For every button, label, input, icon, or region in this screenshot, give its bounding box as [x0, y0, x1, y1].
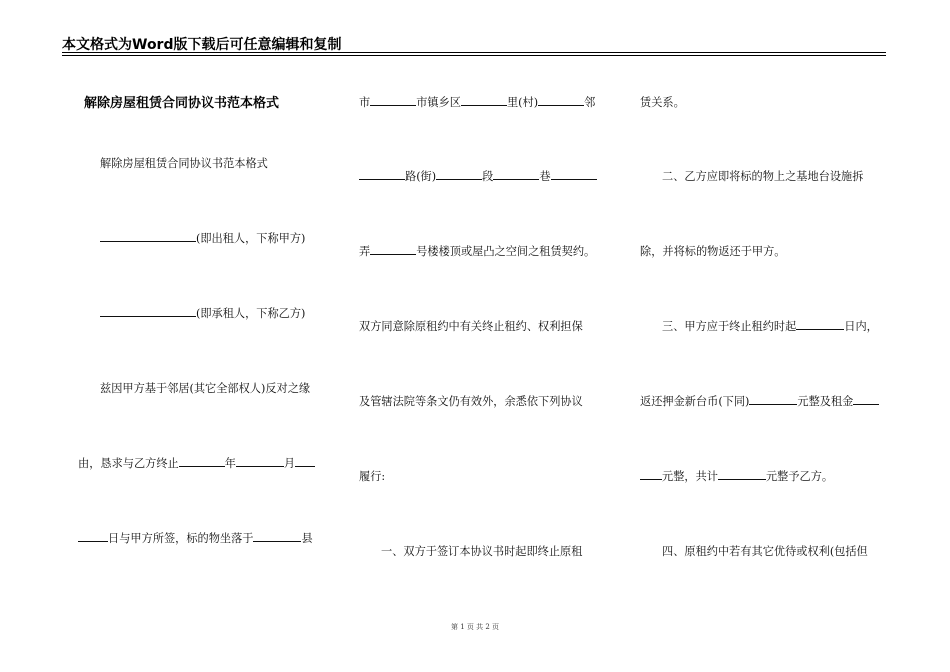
col1-line-3	[100, 305, 305, 321]
blank-field	[78, 530, 108, 542]
col1-line-6-b: 县	[301, 532, 313, 545]
blank-field	[538, 94, 584, 106]
blank-field	[179, 455, 225, 467]
blank-field	[370, 94, 416, 106]
col2-line-2-c: 巷	[539, 170, 551, 183]
blank-field	[236, 455, 284, 467]
col1-line-2	[100, 230, 305, 246]
col2-line-2	[359, 168, 597, 184]
col2-line-5: 及管辖法院等条文仍有效外，余悉依下列协议	[359, 395, 583, 408]
col2-line-2-b: 段	[482, 170, 494, 183]
col2-line-3-a: 弄	[359, 245, 371, 258]
col2-line-7: 一、双方于签订本协议书时起即终止原租	[381, 545, 583, 558]
document-header: 本文格式为Word版下载后可任意编辑和复制	[62, 37, 342, 53]
col1-line-5-c: 月	[283, 457, 296, 470]
col3-line-2: 二、乙方应即将标的物上之基地台设施拆	[662, 170, 864, 183]
col1-line-5-a: 由，恳求与乙方终止	[78, 457, 179, 470]
col3-line-1: 赁关系。	[640, 96, 685, 109]
col3-line-5-a: 返还押金新台币(下同)	[640, 395, 750, 408]
col2-line-1	[359, 94, 595, 110]
blank-field	[551, 168, 597, 180]
blank-field	[436, 168, 482, 180]
blank-field	[100, 230, 196, 242]
col2-line-3	[359, 243, 595, 259]
col2-line-1-a: 市	[359, 96, 371, 109]
col2-line-4: 双方同意除原租约中有关终止租约、权利担保	[359, 320, 583, 333]
col3-line-4-a: 三、甲方应于终止租约时起	[662, 320, 797, 333]
col2-line-1-c: 里(村)	[506, 96, 539, 109]
col1-line-1: 解除房屋租赁合同协议书范本格式	[100, 157, 268, 170]
col2-line-2-a: 路(街)	[405, 170, 437, 183]
col3-line-6-b: 元整予乙方。	[765, 470, 834, 483]
blank-field	[796, 318, 844, 330]
col3-line-7: 四、原租约中若有其它优待或权利(包括但	[662, 545, 868, 558]
col1-line-4: 兹因甲方基于邻居(其它全部权人)反对之缘	[100, 382, 311, 395]
header-rule-thin	[62, 55, 886, 56]
document-title: 解除房屋租赁合同协议书范本格式	[84, 96, 280, 111]
blank-field	[295, 455, 315, 467]
blank-field	[100, 305, 196, 317]
col3-line-3: 除，并将标的物返还于甲方。	[640, 245, 786, 258]
col1-line-5	[78, 455, 315, 471]
blank-field	[749, 393, 797, 405]
header-rule-thick	[62, 52, 886, 53]
col2-line-1-b: 市镇乡区	[416, 96, 461, 109]
col2-line-3-b: 号楼楼顶或屋凸之空间之租赁契约。	[416, 245, 596, 258]
blank-field	[461, 94, 507, 106]
blank-field	[640, 468, 662, 480]
col3-line-6	[640, 468, 833, 484]
col3-line-5	[640, 393, 879, 409]
col1-line-3-text: (即承租人，下称乙方)	[196, 307, 306, 320]
blank-field	[359, 168, 405, 180]
col1-line-2-text: (即出租人，下称甲方)	[196, 232, 306, 245]
page-footer: 第 1 页 共 2 页	[450, 623, 500, 631]
col3-line-5-b: 元整及租金	[797, 395, 854, 408]
col1-line-6-a: 日与甲方所签，标的物坐落于	[108, 532, 254, 545]
col3-line-4-b: 日内，	[844, 320, 878, 333]
blank-field	[370, 243, 416, 255]
col2-line-6: 履行:	[359, 470, 386, 483]
col2-line-1-d: 邻	[584, 96, 596, 109]
col3-line-4	[662, 318, 878, 334]
col1-line-5-b: 年	[224, 457, 236, 470]
blank-field	[853, 393, 879, 405]
col1-line-6	[78, 530, 313, 546]
blank-field	[718, 468, 766, 480]
blank-field	[493, 168, 539, 180]
blank-field	[253, 530, 301, 542]
col3-line-6-a: 元整，共计	[662, 470, 718, 483]
